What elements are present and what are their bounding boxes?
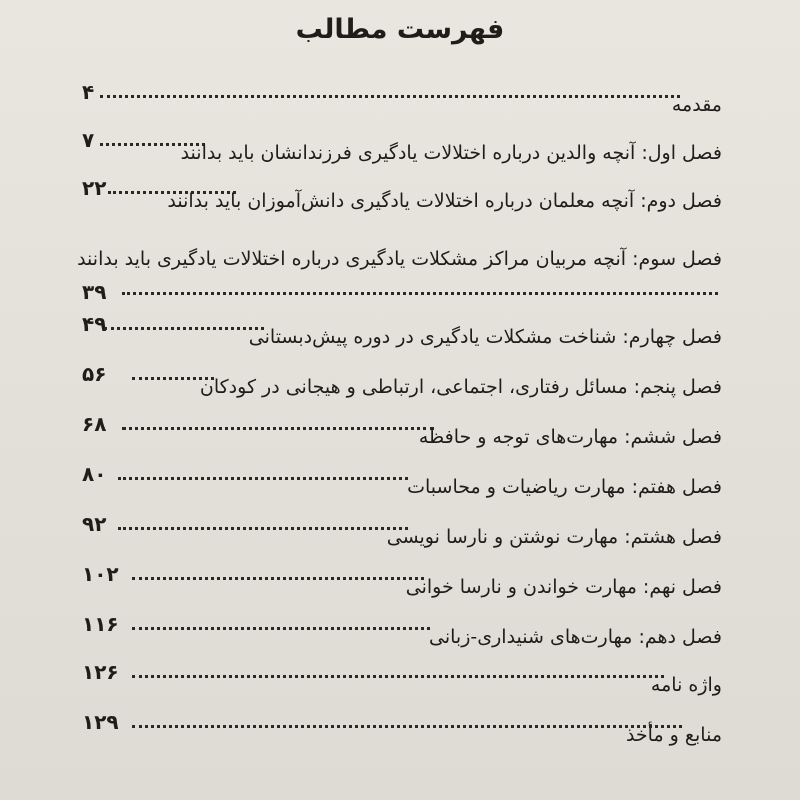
dotted-leader: [100, 95, 680, 98]
toc-page-number: ۱۲۹: [82, 710, 119, 734]
toc-page-number: ۴۹: [82, 312, 107, 336]
page-title: فهرست مطالب: [295, 14, 505, 45]
dotted-leader: [118, 527, 408, 530]
toc-page-number: ۶۸: [82, 412, 107, 436]
toc-entry-references: [0, 710, 800, 770]
toc-label: مقدمه: [671, 94, 722, 116]
dotted-leader: [122, 427, 434, 430]
toc-page-number: ۱۰۲: [82, 562, 119, 586]
toc-label: واژه نامه: [650, 674, 722, 696]
dotted-leader: [132, 675, 664, 678]
toc-page-number: ۱۱۶: [82, 612, 119, 636]
dotted-leader: [132, 627, 430, 630]
toc-page-number: ۴: [82, 80, 95, 104]
toc-label: فصل پنجم: مسائل رفتاری، اجتماعی، ارتباطی و هیجانی در کودکان: [199, 376, 722, 398]
dotted-leader: [132, 725, 682, 728]
dotted-leader: [118, 477, 408, 480]
toc-page-number: ۵۶: [82, 362, 107, 386]
toc-page-number: ۱۲۶: [82, 660, 119, 684]
toc-label: فصل هفتم: مهارت ریاضیات و محاسبات: [407, 476, 722, 498]
toc-page-number: ۸۰: [82, 462, 107, 486]
toc-page-number: ۷: [82, 128, 95, 152]
toc-label: فصل دهم: مهارت‌های شنیداری-زبانی: [429, 626, 722, 648]
toc-page-number: ۳۹: [82, 280, 107, 304]
toc-label: فصل چهارم: شناخت مشکلات یادگیری در دوره پیش‌دبستانی: [248, 326, 722, 348]
toc-label: فصل هشتم: مهارت نوشتن و نارسا نویسی: [386, 526, 722, 548]
toc-label: فصل ششم: مهارت‌های توجه و حافظه: [418, 426, 722, 448]
dotted-leader: [132, 577, 424, 580]
toc-page-number: ۲۲: [82, 176, 107, 200]
toc-entry-chapter-2: [0, 176, 800, 236]
dotted-leader: [122, 292, 718, 295]
toc-page-number: ۹۲: [82, 512, 107, 536]
toc-label: فصل دوم: آنچه معلمان درباره اختلالات یادگیری دانش‌آموزان باید بدانند: [167, 190, 722, 212]
toc-label: منابع و مأخذ: [625, 724, 722, 746]
toc-label: فصل نهم: مهارت خواندن و نارسا خوانی: [405, 576, 722, 598]
dotted-leader: [104, 327, 264, 330]
toc-label: فصل اول: آنچه والدین درباره اختلالات یادگیری فرزندانشان باید بدانند: [180, 142, 722, 164]
toc-label: فصل سوم: آنچه مربیان مراکز مشکلات یادگیری درباره اختلالات یادگیری باید بدانند: [77, 248, 722, 270]
